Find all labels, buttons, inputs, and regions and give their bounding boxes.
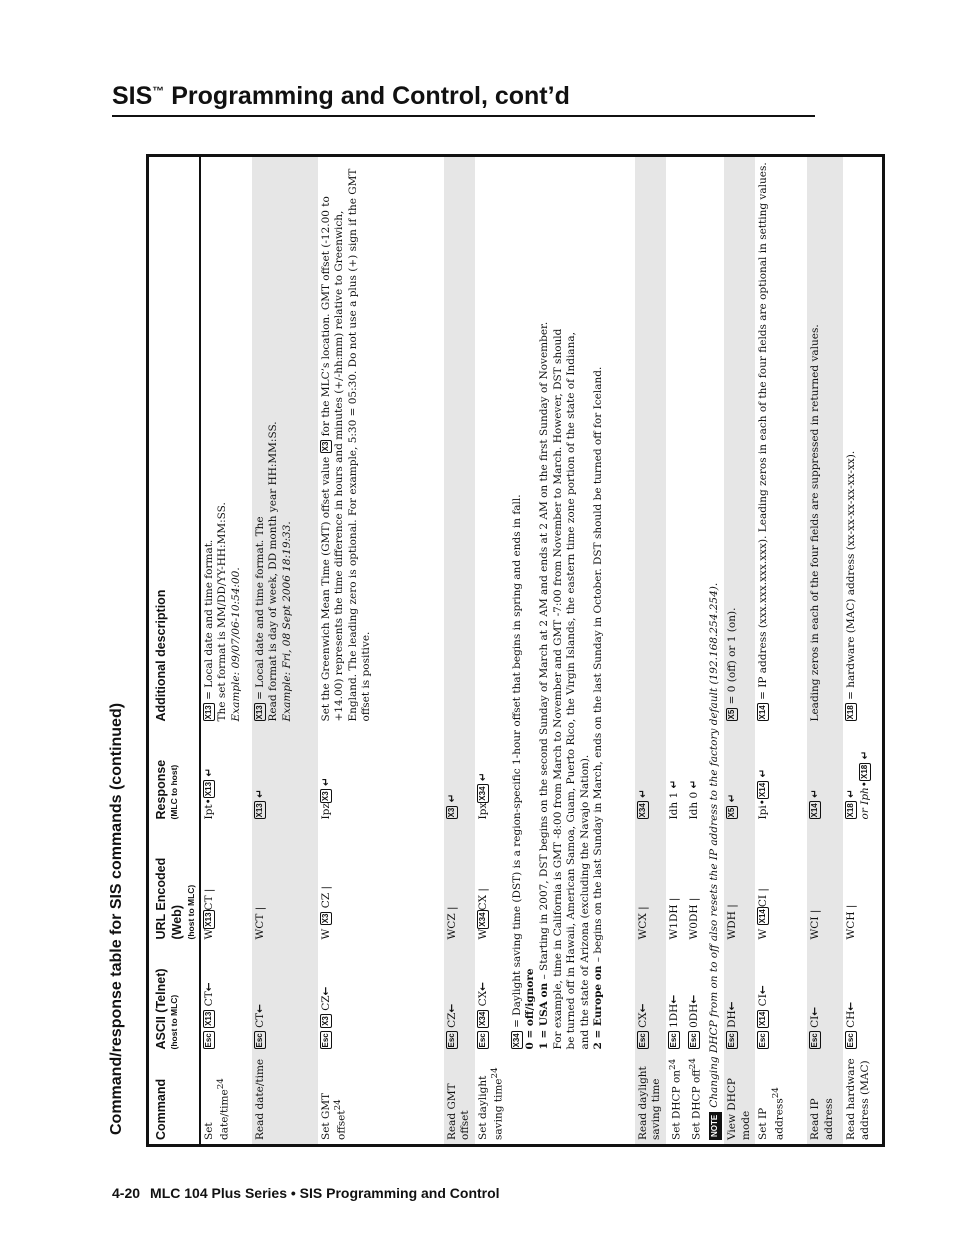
- table-header-row: [148, 155, 200, 1145]
- table-row: Set GMT offset$^{24}$ Esc X3 CZ← W X3 CZ | IpzX3 ↵ Set the Greenwich Mean Time (GMT) offset value X3 for the MLC’s location. GMT offset (-12.00 to +14.00) represents the time difference in hours and minutes (+/-hh:mm) relative to Greenwich, England. The leading zero is optional. For example, 5:30 = 05:30. Do not use a plus (+) sign if the GMT offset is positive.: [319, 168, 373, 1140]
- table-row: Set date/time$^{24}$ Esc X13 CT← WX13CT | Ipt•X13 ↵ X13 = Local date and time format. The set format is MM/DD/YY-HH:MM:SS. Example: 09/07/06-10:54:00.: [202, 502, 242, 1140]
- table-row: Set DHCP off$^{24}$ Esc 0DH← W0DH | Idh 0 ↵: [688, 779, 703, 1140]
- return-arrow-icon: ←: [202, 982, 215, 992]
- table-row: Read daylight saving time Esc CX← WCX | X34 ↵: [635, 155, 666, 1145]
- table-row: Read IP address Esc CI← WCI | X14 ↵ Leading zeros in each of the four fields are suppressed in returned values.: [807, 155, 843, 1145]
- note-row: NOTEChanging DHCP from on to off also resets the IP address to the factory default (192.168.254.254).: [706, 155, 724, 1145]
- table-row: Set daylight saving time$^{24}$ Esc X34 CX← WX34CX | IpxX34 ↵: [476, 772, 505, 1140]
- dst-description-row: X34 = Daylight saving time (DST) is a region-specific 1-hour offset that begins in spring and ends in fall. 0 = off/ignore 1 = USA on – Starting in 2007, DST begins on the second Sunday of March at 2 AM and ends at 2 AM on the first Sunday of November. For example, time in California is GMT -8:00 from March to November and GMT -7:00 from November to March. However, DST should be turned off in Hawaii, American Samoa, Guam, Puerto Rico, the Virgin Islands, the eastern time zone portion of the state of Indiana, and the state of Arizona (excluding the Navajo Nation). 2 = Europe on – begins on the last Sunday in March, ends on the last Sunday in October. DST should be turned off for Iceland.: [510, 321, 605, 1050]
- table-row: Set IP address$^{24}$ Esc X14 CI← W X14CI | Ipi•X14 ↵ X14 = IP address (xxx.xxx.xxx.xxx). Leading zeros in each of the four fields are optional in setting values.: [757, 162, 786, 1140]
- page-heading: SIS™ Programming and Control, cont’d: [112, 82, 570, 110]
- col-url: URL Encoded (Web) (host to MLC): [148, 824, 200, 944]
- note-badge: NOTE: [709, 1112, 721, 1140]
- table-row: Set DHCP $on^{24}$ Esc 1DH← W1DH | Idh 1 ↵: [667, 779, 683, 1140]
- sis-command-table: [146, 157, 872, 1147]
- col-command: Command: [148, 1054, 200, 1146]
- col-description: Additional description: [148, 155, 200, 725]
- enter-icon: ↵: [202, 767, 215, 777]
- col-ascii: ASCII (Telnet) (host to MLC): [148, 944, 200, 1054]
- table-caption: Command/response table for SIS commands (continued): [108, 702, 125, 1135]
- table-row: Read GMT offset Esc CZ← WCZ | X3 ↵: [444, 155, 475, 1145]
- heading-rule: [112, 115, 815, 117]
- col-response: Response (MLC to host): [148, 726, 200, 824]
- table-row: View DHCP mode Esc DH← WDH | X5 ↵ X5 = 0 (off) or 1 (on).: [724, 155, 755, 1145]
- page-footer: 4-20 MLC 104 Plus Series • SIS Programming and Control: [112, 1185, 500, 1201]
- table-row: Read hardware address (MAC) Esc CH← WCH | X18 ↵ or Iph•X18 ↵ X18 = hardware (MAC) address (xx-xx-xx-xx-xx-xx).: [845, 450, 872, 1140]
- table-row: Read date/time Esc CT← WCT | X13 ↵ X13 = Local date and time format. The Read format is day of week, DD month year HH:MM:SS. Example: Fri, 08 Sept 2006 18:19:33.: [252, 155, 318, 1145]
